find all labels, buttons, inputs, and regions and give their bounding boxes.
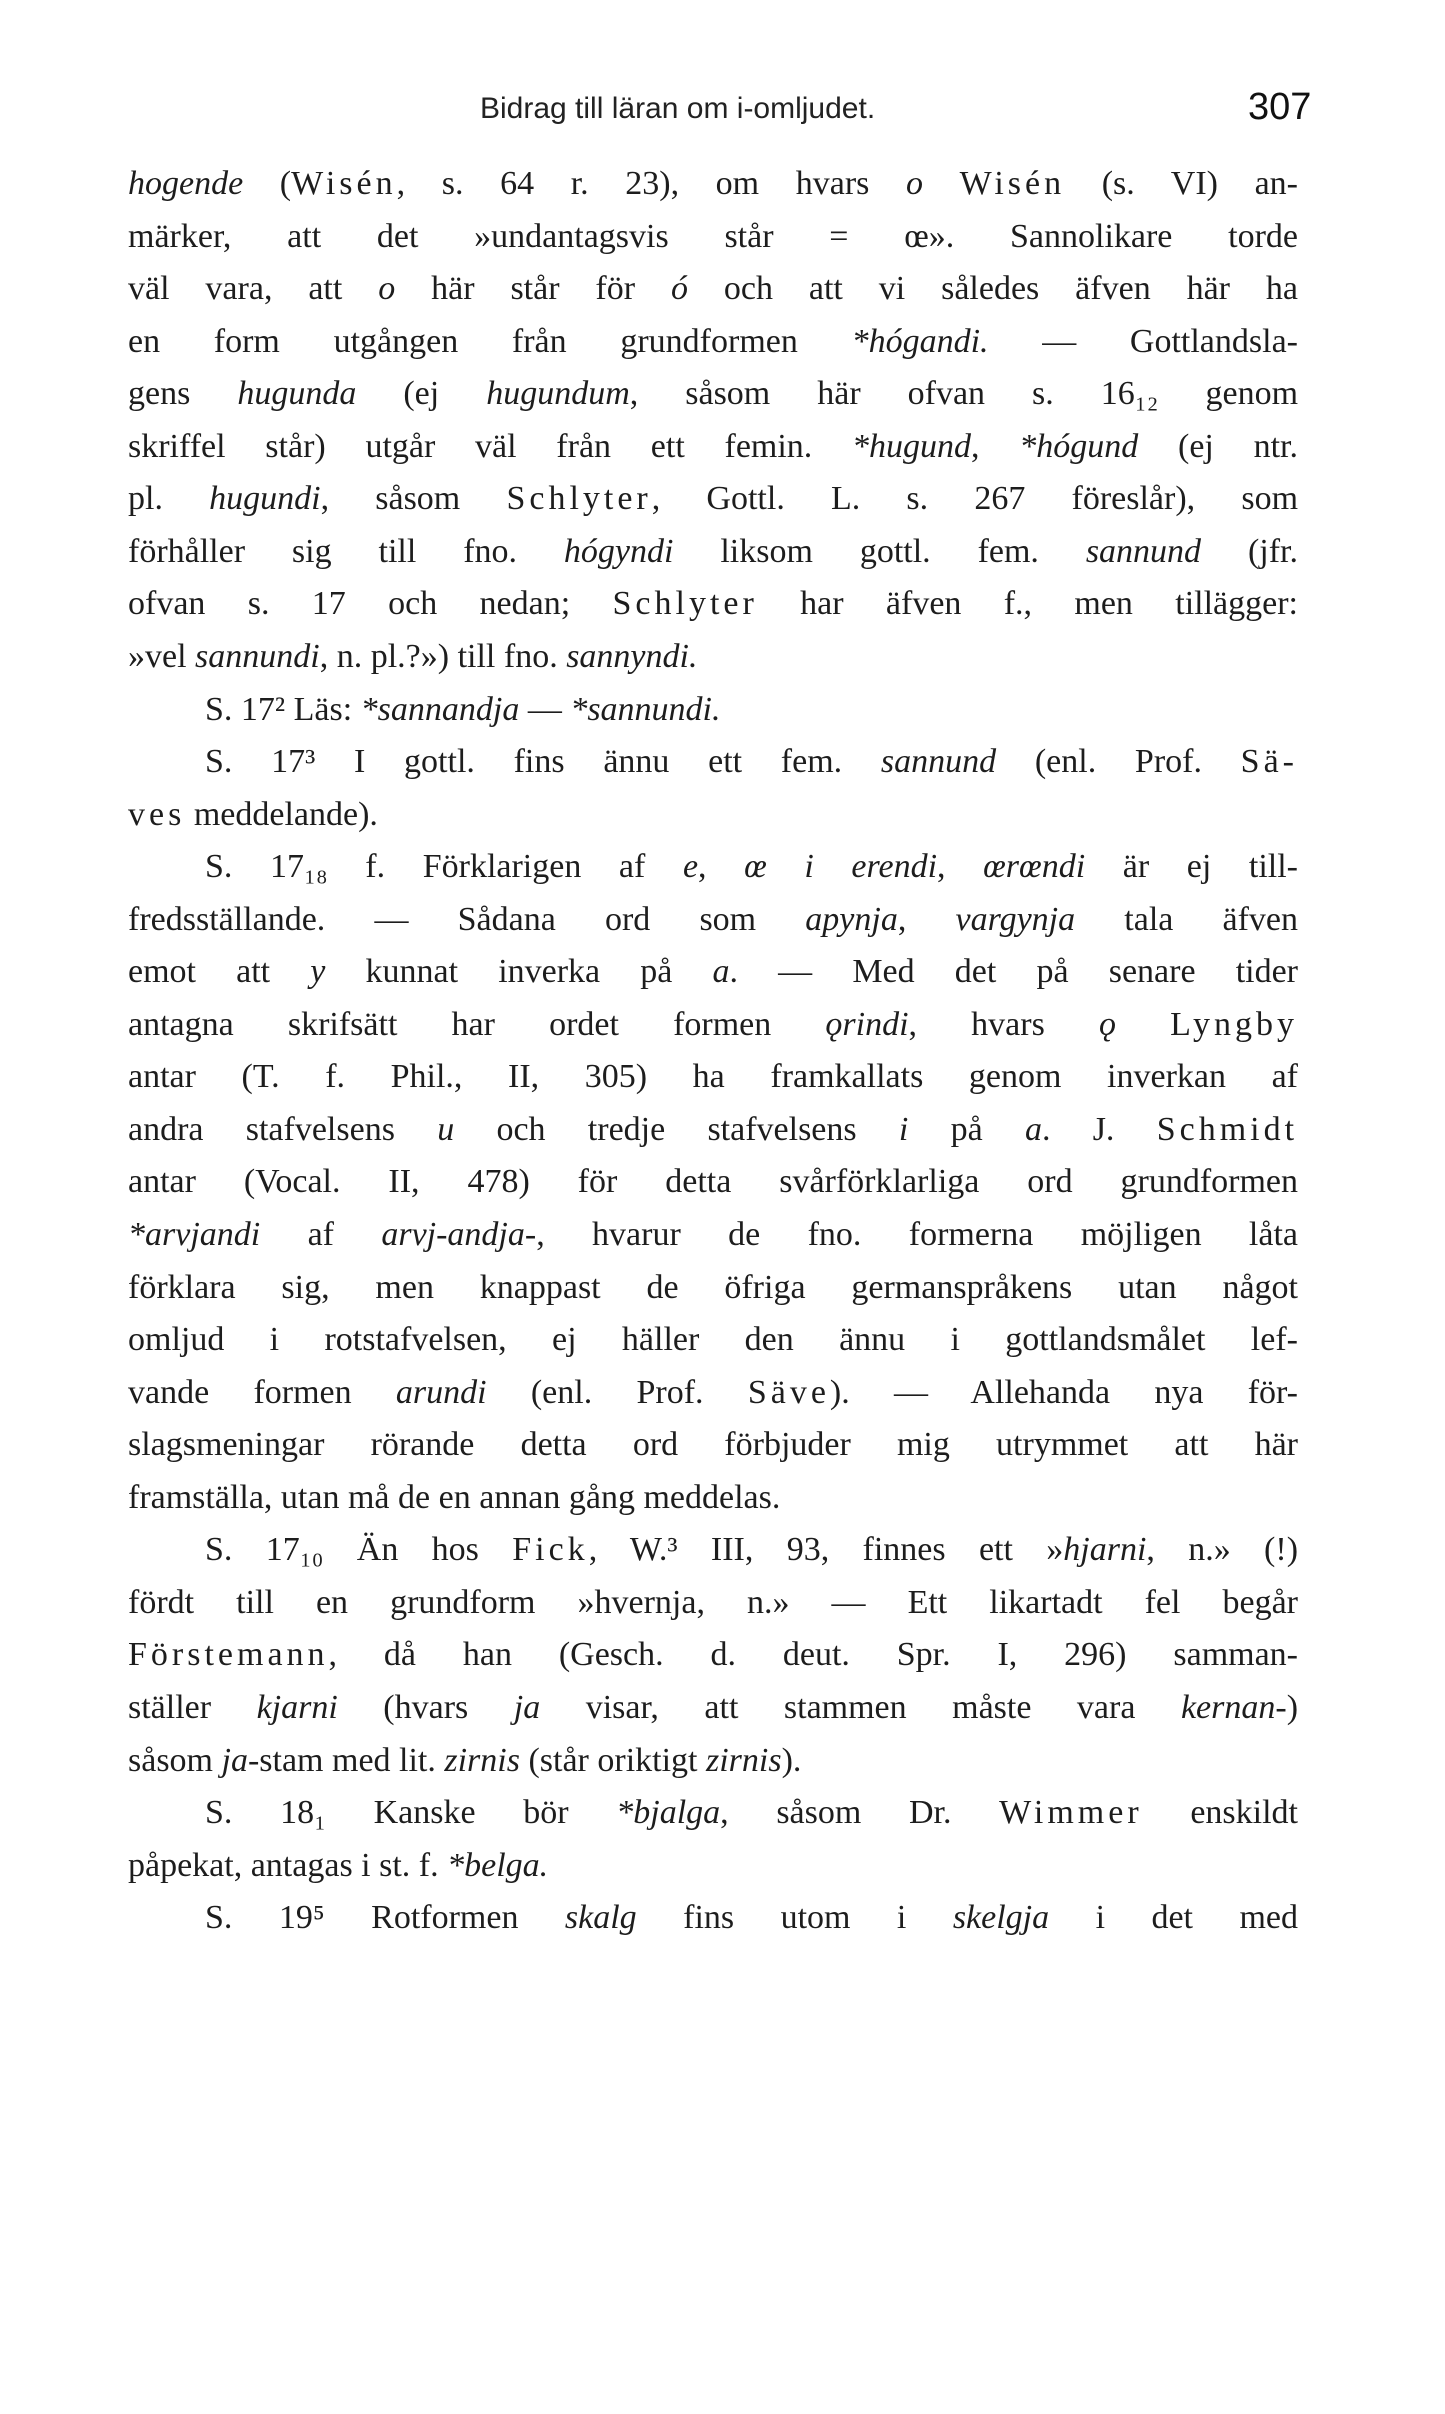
text-segment: framställa, utan må de en annan gång meddelas. (128, 1478, 781, 1516)
text-line (128, 1208, 1298, 1262)
text-line (128, 1313, 1298, 1367)
italic-word: a (712, 953, 730, 991)
italic-word: ja (513, 1688, 541, 1726)
text-segment: en form utgången från grundformen (128, 322, 852, 360)
text-segment: förhåller sig till fno. (128, 532, 564, 570)
text-line (128, 893, 1298, 947)
italic-word: *bjalga (616, 1794, 721, 1832)
text-line (128, 262, 1298, 316)
text-segment: , såsom här ofvan s. 16₁₂ genom (629, 375, 1298, 413)
text-segment: — Gottlandsla- (988, 322, 1298, 360)
text-segment: har äfven f., men tillägger: (757, 585, 1298, 623)
text-line (128, 1050, 1298, 1104)
text-segment: , W.³ III, 93, finnes ett » (588, 1531, 1064, 1569)
italic-word: ó (670, 270, 688, 308)
text-segment: , (897, 900, 956, 938)
text-segment: — (519, 690, 571, 728)
text-line (128, 1839, 1298, 1893)
spaced-name: Schlyter (612, 585, 758, 623)
text-segment: antagna skrifsätt har ordet formen (128, 1005, 826, 1043)
text-line (128, 1628, 1298, 1682)
italic-word: o (378, 270, 396, 308)
text-segment: märker, att det »undantagsvis står = œ». Sannolikare torde (128, 217, 1298, 255)
text-segment: S. 17₁₈ f. Förklarigen af (205, 848, 683, 886)
spaced-name: Lyngby (1170, 1005, 1298, 1043)
text-segment: (enl. Prof. (486, 1373, 748, 1411)
italic-word: *belga. (447, 1846, 549, 1884)
text-segment: ) (1286, 1688, 1298, 1726)
text-segment: S. 17³ I gottl. fins ännu ett fem. (205, 743, 881, 781)
spaced-name: Fick (512, 1531, 589, 1569)
text-segment: , (971, 427, 1020, 465)
italic-word: y (310, 953, 326, 991)
text-segment: , då han (Gesch. d. deut. Spr. I, 296) samman- (328, 1636, 1298, 1674)
text-line (205, 1786, 1298, 1840)
italic-word: arvj-andja- (381, 1216, 537, 1253)
italic-word: e (682, 848, 699, 886)
italic-word: hugunda (237, 375, 357, 413)
italic-word: *hugund (852, 427, 972, 465)
text-segment: slagsmeningar rörande detta ord förbjuder mig utrymmet att här (128, 1426, 1298, 1464)
italic-word: *sannandja (360, 690, 520, 728)
text-segment: , (698, 848, 745, 886)
text-segment: , n. pl.?») till fno. (319, 637, 567, 675)
text-segment: S. 17₁₀ Än hos (205, 1531, 513, 1569)
text-segment: »vel (128, 637, 196, 675)
spaced-name: Wimmer (999, 1794, 1143, 1832)
spaced-name: Säve (747, 1373, 830, 1411)
italic-word: *arvjandi (128, 1216, 261, 1253)
italic-word: ǫrindi (825, 1005, 909, 1043)
text-line (128, 630, 1298, 684)
text-segment: tala äfven (1075, 900, 1298, 938)
text-segment: antar (T. f. Phil., II, 305) ha framkallats genom inverkan af (128, 1058, 1298, 1096)
italic-word: skalg (564, 1899, 637, 1937)
text-line (128, 1418, 1298, 1472)
text-segment: fördt till en grundform »hvernja, n.» — Ett likartadt fel begår (128, 1583, 1298, 1621)
italic-word: sannund (880, 743, 997, 781)
text-segment: här står för (395, 270, 671, 308)
italic-word: œ i erendi (744, 848, 938, 886)
text-line (128, 1366, 1298, 1420)
text-segment: , såsom (320, 480, 507, 518)
text-segment: (står oriktigt (519, 1741, 706, 1779)
text-line (128, 210, 1298, 264)
italic-word: a (1024, 1110, 1042, 1148)
spaced-name: Wisén (291, 165, 397, 202)
italic-word: hógyndi (563, 532, 674, 570)
text-segment: (s. VI) an- (1065, 165, 1298, 202)
text-segment: (enl. Prof. (996, 743, 1241, 781)
text-segment: såsom (128, 1741, 222, 1779)
italic-word: œrœndi (983, 848, 1086, 886)
text-segment: antar (Vocal. II, 478) för detta svårförklarliga ord grundformen (128, 1163, 1298, 1201)
spaced-name: ves (128, 795, 186, 833)
italic-word: hugundum (486, 375, 630, 413)
text-segment: ställer (128, 1688, 257, 1726)
text-line (128, 1734, 1298, 1788)
text-line (128, 315, 1298, 369)
italic-word: sannund (1085, 532, 1202, 570)
text-segment: , (937, 848, 984, 886)
text-line (128, 998, 1298, 1052)
text-line (205, 683, 1298, 737)
italic-word: apynja (805, 900, 898, 938)
spaced-name: Wisén (959, 165, 1066, 202)
text-segment: , Gottl. L. s. 267 föreslår), som (651, 480, 1298, 518)
text-line (205, 1523, 1298, 1577)
text-segment: emot att (128, 953, 311, 991)
text-segment: förklara sig, men knappast de öfriga germanspråkens utan något (128, 1268, 1298, 1306)
italic-word: kjarni (256, 1688, 338, 1726)
spaced-name: Schmidt (1156, 1110, 1298, 1148)
text-segment: , s. 64 r. 23), om hvars (396, 165, 906, 202)
italic-word: *hógund (1019, 427, 1139, 465)
spaced-name: Förstemann (128, 1636, 329, 1674)
italic-word: zirnis (706, 1741, 782, 1779)
text-segment: S. 18₁ Kanske bör (205, 1794, 617, 1832)
text-line (128, 577, 1298, 631)
text-line (128, 788, 1298, 842)
italic-word: sannundi (195, 637, 320, 675)
italic-word: hjarni (1063, 1531, 1147, 1569)
text-segment: S. 17² Läs: (205, 690, 361, 728)
italic-word: *sannundi. (570, 690, 721, 728)
text-segment: skriffel står) utgår väl från ett femin. (128, 427, 853, 465)
italic-word: hogende (128, 165, 244, 202)
text-segment: andra stafvelsens (128, 1110, 438, 1148)
text-segment: (ej (356, 375, 487, 413)
spaced-name: Schlyter (506, 480, 652, 518)
italic-word: ǫ (1098, 1005, 1116, 1043)
text-segment: , n.» (!) (1146, 1531, 1298, 1569)
italic-word: sannyndi. (566, 637, 698, 675)
text-segment: , såsom Dr. (720, 1794, 1000, 1832)
italic-word: skelgja (952, 1899, 1050, 1937)
text-segment: , hvarur de fno. formerna möjligen låta (536, 1216, 1298, 1253)
text-line (128, 1155, 1298, 1209)
text-segment: enskildt (1142, 1794, 1298, 1832)
text-segment: kunnat inverka på (325, 953, 713, 991)
text-segment (923, 165, 960, 202)
text-segment: (ej ntr. (1138, 427, 1298, 465)
text-line (128, 1471, 1298, 1525)
text-segment: S. 19⁵ Rotformen (205, 1899, 565, 1937)
text-segment: . J. (1041, 1110, 1157, 1148)
text-segment: gens (128, 375, 238, 413)
text-line (128, 420, 1298, 474)
text-segment: och att vi således äfven här ha (687, 270, 1298, 308)
text-segment: i det med (1049, 1899, 1298, 1937)
italic-word: kernan- (1180, 1688, 1287, 1726)
text-line (128, 1681, 1298, 1735)
page-number: 307 (1248, 86, 1312, 128)
text-segment: ofvan s. 17 och nedan; (128, 585, 613, 623)
text-segment: , hvars (908, 1005, 1099, 1043)
italic-word: zirnis (444, 1741, 520, 1779)
text-segment: (hvars (337, 1688, 514, 1726)
text-segment: fins utom i (636, 1899, 953, 1937)
text-line (205, 840, 1298, 894)
text-line (205, 1891, 1298, 1945)
italic-word: arundi (395, 1373, 487, 1411)
text-line (128, 1576, 1298, 1630)
text-line (128, 157, 1298, 211)
text-segment: vande formen (128, 1373, 396, 1411)
text-segment: ). (781, 1741, 802, 1779)
text-segment: omljud i rotstafvelsen, ej häller den ännu i gottlandsmålet lef- (128, 1321, 1298, 1359)
text-segment: är ej till- (1085, 848, 1298, 886)
text-segment: liksom gottl. fem. (673, 532, 1086, 570)
text-segment: . — Med det på senare tider (729, 953, 1298, 991)
text-segment: och tredje stafvelsens (454, 1110, 899, 1148)
italic-word: *hógandi. (851, 322, 989, 360)
text-segment: väl vara, att (128, 270, 379, 308)
text-line (205, 735, 1298, 789)
italic-word: ja- (221, 1741, 260, 1779)
text-segment: på (908, 1110, 1025, 1148)
text-segment: meddelande). (185, 795, 378, 833)
text-line (128, 367, 1298, 421)
text-line (128, 945, 1298, 999)
italic-word: u (437, 1110, 455, 1148)
text-segment (1116, 1006, 1170, 1043)
italic-word: i (898, 1110, 909, 1148)
text-segment: påpekat, antagas i st. f. (128, 1846, 448, 1884)
text-segment: ). — Allehanda nya för- (829, 1373, 1298, 1411)
text-segment: visar, att stammen måste vara (540, 1688, 1181, 1726)
text-segment: stam med lit. (259, 1741, 445, 1779)
italic-word: vargynja (955, 900, 1076, 938)
text-segment: af (260, 1216, 382, 1253)
spaced-name: Sä- (1240, 743, 1298, 781)
text-line (128, 525, 1298, 579)
italic-word: hugundi (209, 480, 321, 518)
text-segment: fredsställande. — Sådana ord som (128, 900, 806, 938)
text-segment: pl. (128, 480, 210, 518)
italic-word: o (906, 165, 923, 202)
text-segment: ( (243, 165, 292, 202)
text-segment: (jfr. (1201, 532, 1298, 570)
text-line (128, 1261, 1298, 1315)
text-line (128, 1103, 1298, 1157)
running-title: Bidrag till läran om i-omljudet. (480, 92, 876, 125)
text-line (128, 472, 1298, 526)
